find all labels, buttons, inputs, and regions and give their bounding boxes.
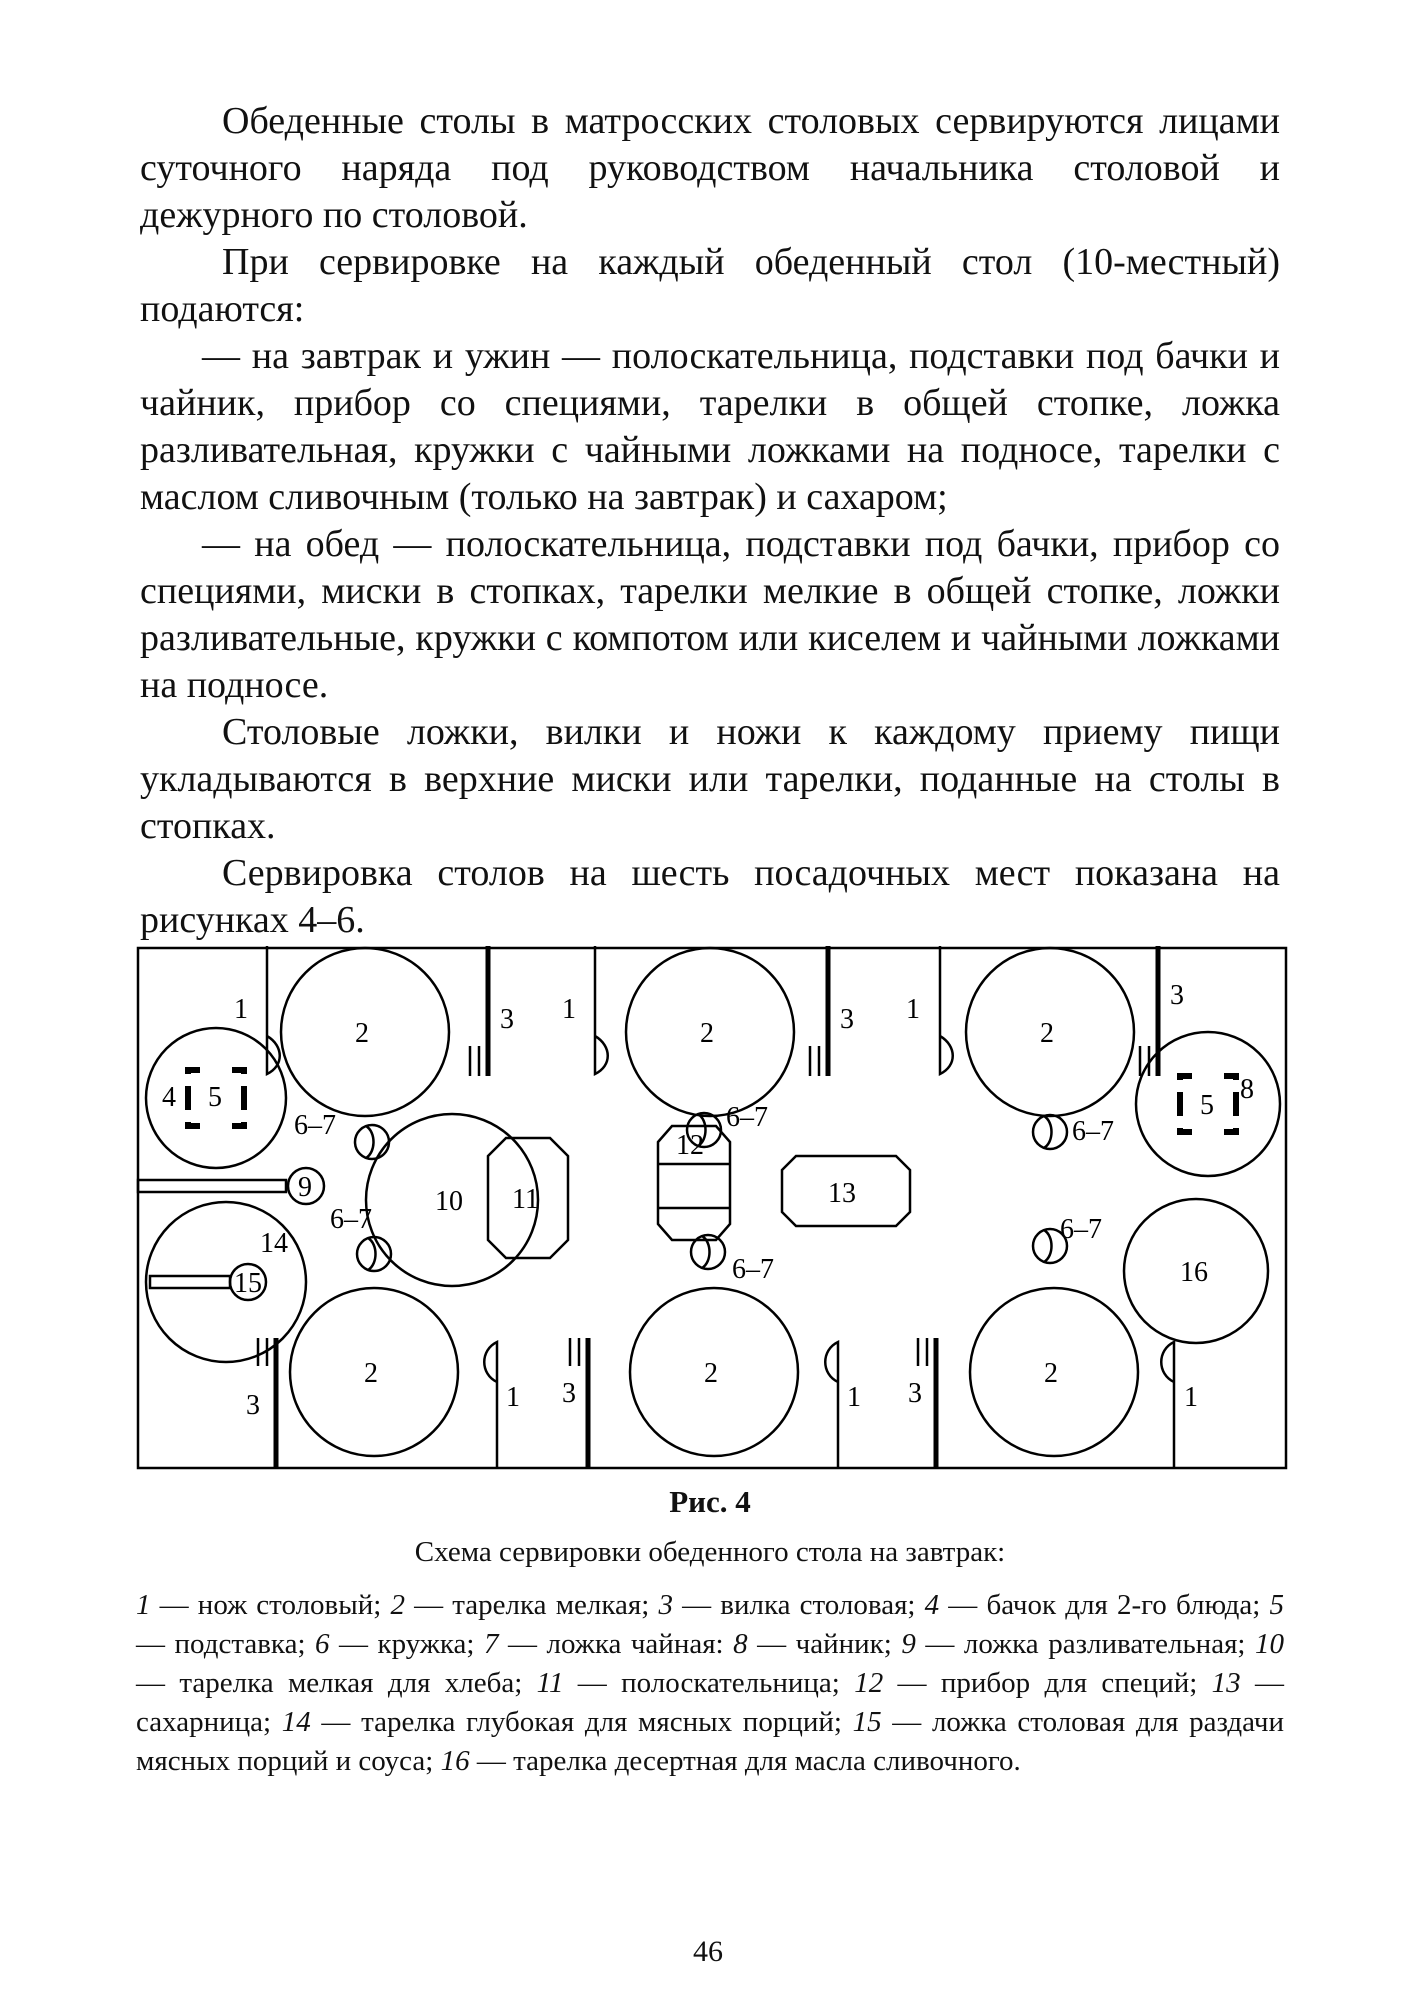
legend-num: 16 (440, 1745, 470, 1777)
knife-icon (825, 1342, 838, 1468)
fork-label: 3 (246, 1390, 260, 1421)
stand-label: 5 (1200, 1090, 1214, 1121)
plate-label: 2 (355, 1018, 369, 1049)
place-setting-bottom-left (246, 1288, 520, 1468)
fork-icon (810, 946, 828, 1076)
mug-label: 6–7 (294, 1110, 336, 1141)
fork-icon (258, 1338, 276, 1468)
knife-icon (1161, 1342, 1174, 1468)
legend-num: 1 (136, 1589, 151, 1621)
knife-label: 1 (506, 1382, 520, 1413)
page-number: 46 (693, 1935, 723, 1968)
paragraph: Сервировка столов на шесть посадочных мест показана на рисунках 4–6. (140, 852, 1280, 941)
pot-with-stand (146, 1028, 286, 1168)
deep-plate-label: 14 (260, 1228, 288, 1259)
legend-num: 11 (536, 1667, 564, 1699)
place-setting-bottom-middle (562, 1288, 861, 1468)
mug-label: 6–7 (732, 1254, 774, 1285)
plate-label: 2 (704, 1358, 718, 1389)
legend-text: — тарелка мелкая для хлеба; (136, 1667, 537, 1699)
legend-text: — сахарница; (136, 1667, 1284, 1738)
serving-spoon-label: 15 (234, 1268, 262, 1299)
dessert-plate-label: 16 (1180, 1257, 1208, 1288)
ladle-label: 9 (298, 1172, 312, 1203)
knife-icon (484, 1342, 497, 1468)
fork-label: 3 (908, 1378, 922, 1409)
legend-text: — ложка разливательная; (915, 1628, 1255, 1660)
stand-label: 5 (208, 1082, 222, 1113)
teapot-label: 8 (1240, 1074, 1254, 1105)
fork-label: 3 (500, 1004, 514, 1035)
spice-set-label: 12 (676, 1130, 704, 1161)
legend-num: 9 (901, 1628, 916, 1660)
plate-label: 2 (1044, 1358, 1058, 1389)
legend-text: — бачок для 2-го блюда; (939, 1589, 1270, 1621)
legend-num: 5 (1269, 1589, 1284, 1621)
mug-label: 6–7 (1060, 1214, 1102, 1245)
rinse-bowl-label: 11 (512, 1184, 539, 1215)
paragraph: При сервировке на каждый обеденный стол (10-местный) подаются: (140, 241, 1280, 330)
knife-label: 1 (1184, 1382, 1198, 1413)
figure-subtitle: Схема сервировки обеденного стола на завтрак: (414, 1536, 1006, 1568)
legend-text: — нож столовый; (150, 1589, 391, 1621)
knife-label: 1 (562, 994, 576, 1025)
fork-icon (470, 946, 488, 1076)
legend-text: — полоскательница; (563, 1667, 855, 1699)
legend-text: — чайник; (747, 1628, 902, 1660)
body-text (140, 98, 1280, 944)
pot-label: 4 (162, 1082, 176, 1113)
plate-label: 2 (700, 1018, 714, 1049)
place-setting-top-middle (562, 946, 854, 1116)
place-setting-bottom-right (908, 1288, 1198, 1468)
legend-num: 14 (281, 1706, 311, 1738)
mug-with-teaspoon (1033, 1115, 1114, 1149)
legend-text: — ложка чайная: (498, 1628, 734, 1660)
legend-text: — кружка; (329, 1628, 484, 1660)
legend-num: 4 (924, 1589, 940, 1621)
fork-label: 3 (840, 1004, 854, 1035)
legend-num: 12 (854, 1667, 884, 1699)
knife-label: 1 (847, 1382, 861, 1413)
paragraph: Столовые ложки, вилки и ножи к каждому приему пищи укладываются в верхние миски или тарелки, поданные на столы в стопках. (140, 711, 1280, 847)
legend-num: 3 (658, 1589, 673, 1621)
plate-label: 2 (1040, 1018, 1054, 1049)
legend-text: — прибор для специй; (883, 1667, 1212, 1699)
legend-num: 10 (1255, 1628, 1284, 1660)
deep-plate (146, 1202, 306, 1362)
mug-with-teaspoon (1033, 1214, 1102, 1263)
legend-text: — тарелка глубокая для мясных порций; (310, 1706, 853, 1738)
paragraph: — на обед — полоскательница, подставки под бачки, прибор со специями, миски в стопках, тарелки мелкие в общей стопке, ложки разливательные, кружки с компотом или киселем и чайными ложками на подносе. (140, 523, 1280, 706)
ladle-icon (138, 1168, 324, 1204)
teapot-with-stand (1136, 1032, 1280, 1176)
serving-spoon-icon (150, 1276, 230, 1288)
knife-icon (595, 946, 608, 1074)
fork-label: 3 (1170, 980, 1184, 1011)
legend-num: 2 (390, 1589, 405, 1621)
paragraph: — на завтрак и ужин — полоскательница, подставки под бачки и чайник, прибор со специями, тарелки в общей стопке, ложка разливательная, кружки с чайными ложками на подносе, тарелки с маслом сливочным (только на завтрак) и сахаром; (140, 335, 1280, 518)
mug-with-teaspoon (330, 1204, 391, 1271)
legend-text: — подставка; (136, 1628, 316, 1660)
legend-text: — вилка столовая; (672, 1589, 925, 1621)
legend-num: 15 (852, 1706, 882, 1738)
legend-num: 6 (315, 1628, 330, 1660)
knife-label: 1 (906, 994, 920, 1025)
knife-icon (267, 946, 280, 1074)
table-setting-diagram (136, 946, 1288, 1470)
knife-label: 1 (234, 994, 248, 1025)
legend-num: 13 (1211, 1667, 1241, 1699)
fork-label: 3 (562, 1378, 576, 1409)
legend-num: 8 (733, 1628, 748, 1660)
place-setting-top-left (234, 946, 514, 1116)
place-setting-top-right (906, 946, 1184, 1116)
mug-with-teaspoon (294, 1110, 389, 1159)
mug-label: 6–7 (726, 1102, 768, 1133)
figure-title: Рис. 4 (669, 1484, 751, 1519)
legend-num: 7 (484, 1628, 499, 1660)
knife-icon (940, 946, 953, 1074)
plate-label: 2 (364, 1358, 378, 1389)
figure-legend (136, 1586, 1284, 1781)
paragraph: Обеденные столы в матросских столовых сервируются лицами суточного наряда под руководством начальника столовой и дежурного по столовой. (140, 100, 1280, 236)
bread-plate-label: 10 (435, 1186, 463, 1217)
mug-with-teaspoon (691, 1235, 774, 1285)
sugar-bowl-label: 13 (828, 1178, 856, 1209)
mug-label: 6–7 (1072, 1116, 1114, 1147)
legend-text: — тарелка десертная для масла сливочного. (469, 1745, 1021, 1777)
legend-text: — тарелка мелкая; (404, 1589, 659, 1621)
legend-text: — ложка столовая для раздачи мясных порций и соуса; (136, 1706, 1284, 1777)
mug-label: 6–7 (330, 1204, 372, 1235)
